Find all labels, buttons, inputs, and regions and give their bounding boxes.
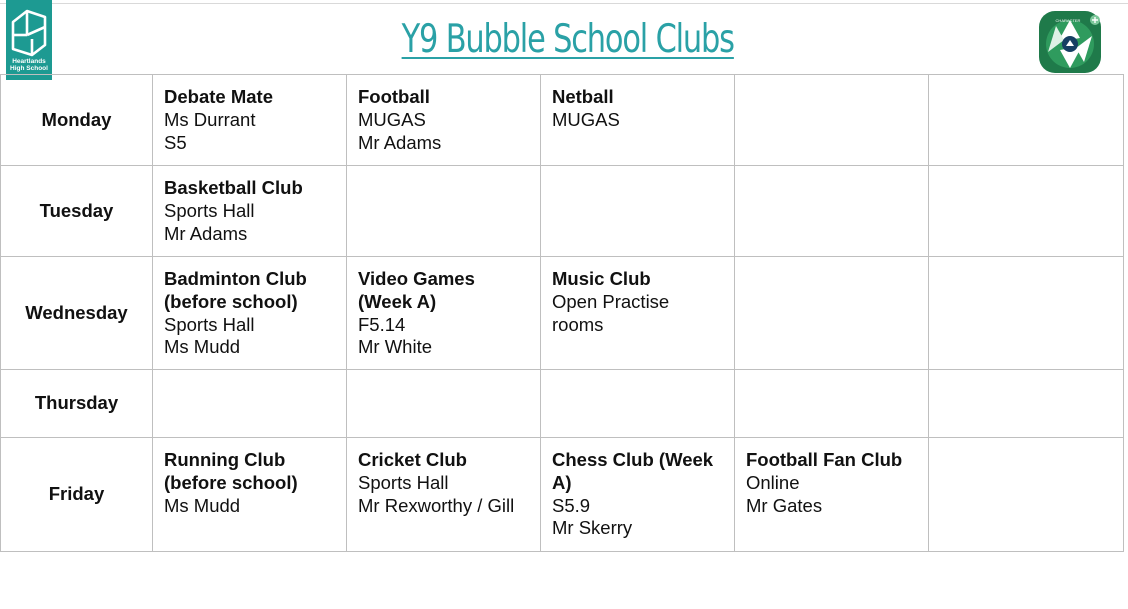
club-cell — [541, 438, 735, 552]
school-building-icon — [10, 5, 48, 57]
club-name: Badminton Club (before school) — [164, 268, 307, 312]
club-cell — [153, 75, 347, 166]
school-logo — [6, 0, 52, 80]
club-detail: S5.9 — [552, 494, 591, 516]
club-name: Running Club (before school) — [164, 449, 298, 493]
club-cell — [541, 257, 735, 370]
club-cell — [153, 257, 347, 370]
club-detail: Mr Adams — [358, 131, 442, 153]
character-logo-text: CHARACTER — [1055, 18, 1081, 23]
club-cell — [541, 75, 735, 166]
club-detail: Mr White — [358, 336, 432, 358]
club-name: Debate Mate — [164, 86, 273, 107]
clubs-timetable — [0, 74, 1124, 552]
club-detail: MUGAS — [358, 108, 426, 130]
club-name: Music Club — [552, 268, 651, 289]
club-detail: Mr Rexworthy / Gill — [358, 494, 515, 516]
club-name: Football Fan Club — [746, 449, 903, 470]
timetable-row — [1, 370, 1124, 438]
character-logo — [1038, 8, 1104, 74]
empty-cell — [347, 166, 541, 257]
timetable-row — [1, 257, 1124, 370]
club-detail: Sports Hall — [164, 313, 255, 335]
empty-cell — [541, 166, 735, 257]
camera-aperture-icon — [1038, 8, 1104, 74]
club-name: Basketball Club — [164, 177, 303, 198]
empty-cell — [929, 166, 1124, 257]
empty-cell — [735, 75, 929, 166]
club-detail: Ms Durrant — [164, 108, 256, 130]
empty-cell — [929, 257, 1124, 370]
club-detail: Mr Gates — [746, 494, 823, 516]
club-name: Video Games (Week A) — [358, 268, 475, 312]
club-cell — [347, 75, 541, 166]
day-label: Wednesday — [1, 257, 153, 370]
empty-cell — [929, 370, 1124, 438]
club-detail: MUGAS — [552, 108, 620, 130]
club-name: Football — [358, 86, 430, 107]
club-detail: Mr Adams — [164, 222, 248, 244]
day-label: Friday — [1, 438, 153, 552]
club-cell — [735, 438, 929, 552]
empty-cell — [735, 166, 929, 257]
club-detail: F5.14 — [358, 313, 406, 335]
day-label: Monday — [1, 75, 153, 166]
day-label: Thursday — [1, 370, 153, 438]
page-title: Y9 Bubble School Clubs — [401, 17, 734, 62]
club-detail: Ms Mudd — [164, 336, 241, 358]
empty-cell — [735, 370, 929, 438]
club-detail: Open Practise rooms — [552, 290, 670, 335]
empty-cell — [929, 438, 1124, 552]
school-logo-text: Heartlands High School — [10, 58, 48, 72]
timetable-row — [1, 75, 1124, 166]
empty-cell — [153, 370, 347, 438]
club-detail: S5 — [164, 131, 187, 153]
club-detail: Sports Hall — [164, 199, 255, 221]
day-label: Tuesday — [1, 166, 153, 257]
empty-cell — [929, 75, 1124, 166]
empty-cell — [347, 370, 541, 438]
club-cell — [347, 257, 541, 370]
top-divider — [0, 3, 1128, 4]
club-name: Netball — [552, 86, 614, 107]
timetable-row — [1, 438, 1124, 552]
club-detail: Ms Mudd — [164, 494, 241, 516]
club-detail: Mr Skerry — [552, 517, 633, 539]
club-name: Cricket Club — [358, 449, 467, 470]
club-detail: Sports Hall — [358, 471, 449, 493]
club-cell — [153, 166, 347, 257]
club-detail: Online — [746, 471, 800, 493]
timetable-row — [1, 166, 1124, 257]
club-cell — [153, 438, 347, 552]
empty-cell — [541, 370, 735, 438]
empty-cell — [735, 257, 929, 370]
club-name: Chess Club (Week A) — [552, 449, 714, 493]
club-cell — [347, 438, 541, 552]
